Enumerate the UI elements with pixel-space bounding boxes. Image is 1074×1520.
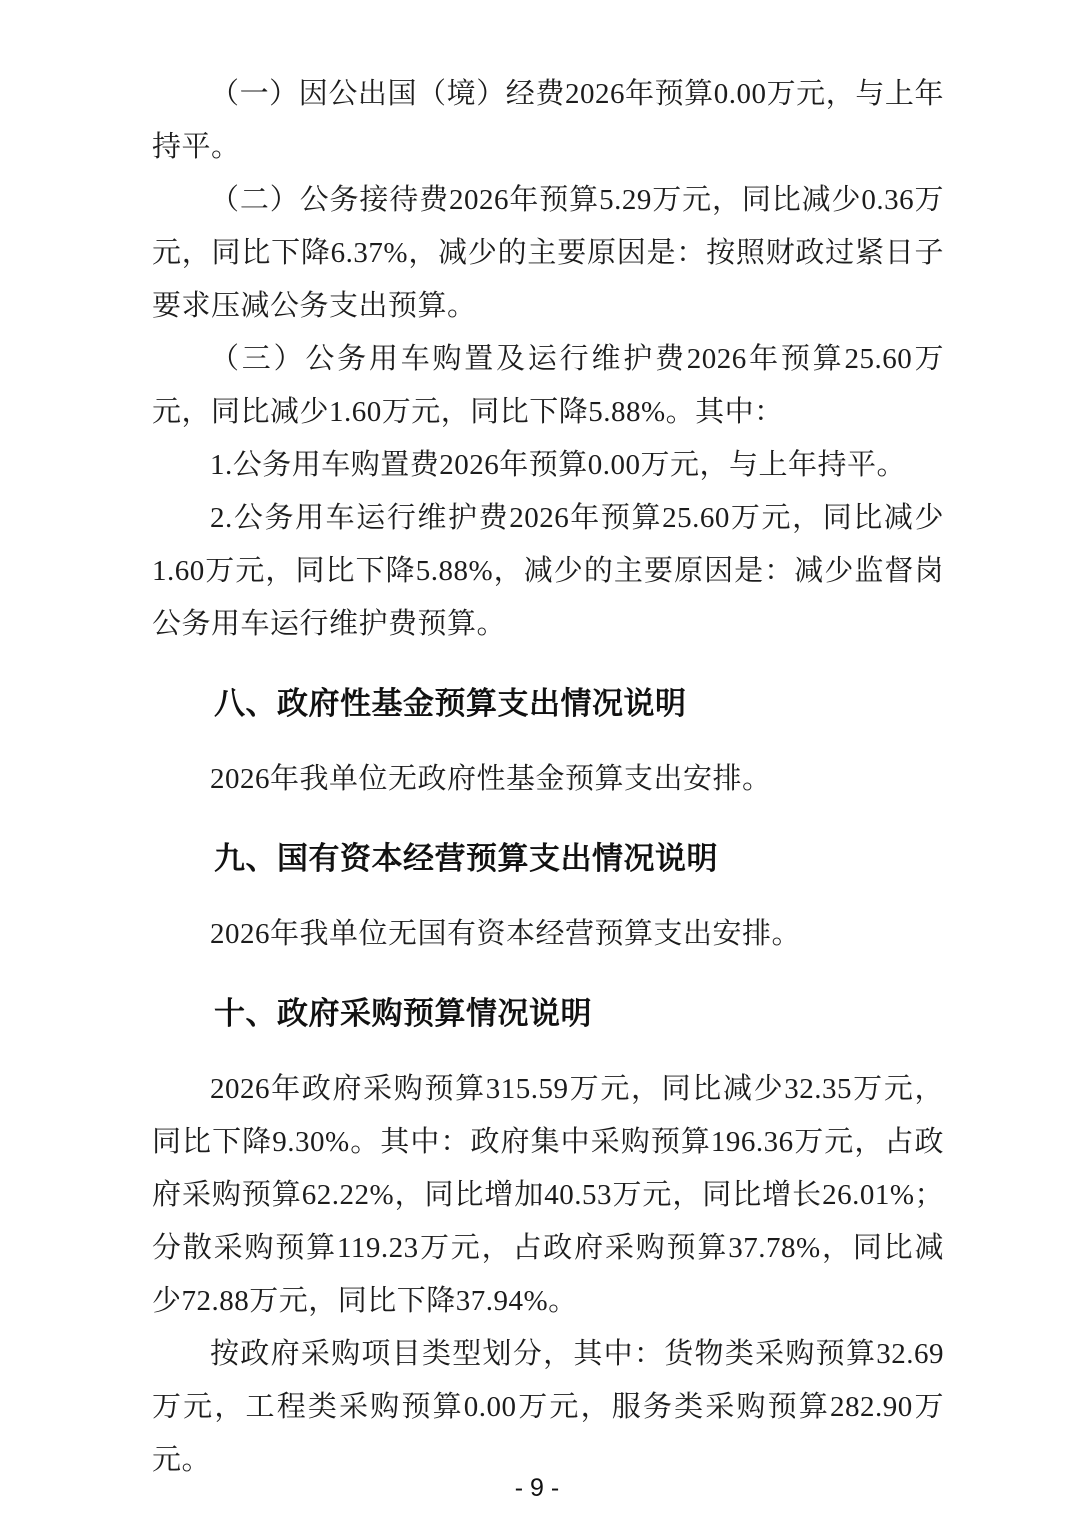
paragraph-procurement-overview: 2026年政府采购预算315.59万元，同比减少32.35万元，同比下降9.30%。其中：政府集中采购预算196.36万元，占政府采购预算62.22%，同比增加40.53万元，同比增长26.01%；分散采购预算119.23万元，占政府采购预算37.78%，同比减少72.88万元，同比下降37.94%。 bbox=[152, 1073, 944, 1317]
section-heading-gov-fund-budget: 八、政府性基金预算支出情况说明 bbox=[214, 686, 687, 721]
list-item-vehicle-maintenance: 2.公务用车运行维护费2026年预算25.60万元，同比减少1.60万元，同比下降5.88%，减少的主要原因是：减少监督岗公务用车运行维护费预算。 bbox=[152, 502, 944, 640]
paragraph-gov-fund-note: 2026年我单位无政府性基金预算支出安排。 bbox=[210, 763, 772, 795]
section-heading-state-capital-budget: 九、国有资本经营预算支出情况说明 bbox=[214, 841, 718, 876]
paragraph-vehicle-purchase-and-maintenance: （三）公务用车购置及运行维护费2026年预算25.60万元，同比减少1.60万元，同比下降5.88%。其中： bbox=[152, 343, 944, 428]
list-item-vehicle-purchase: 1.公务用车购置费2026年预算0.00万元，与上年持平。 bbox=[210, 449, 907, 481]
paragraph-official-reception-expense: （二）公务接待费2026年预算5.29万元，同比减少0.36万元，同比下降6.37%，减少的主要原因是：按照财政过紧日子要求压减公务支出预算。 bbox=[152, 184, 944, 322]
paragraph-state-capital-note: 2026年我单位无国有资本经营预算支出安排。 bbox=[210, 918, 802, 950]
document-text-block bbox=[152, 68, 944, 1487]
section-heading-gov-procurement-budget: 十、政府采购预算情况说明 bbox=[214, 996, 592, 1031]
paragraph-procurement-by-type: 按政府采购项目类型划分，其中：货物类采购预算32.69万元，工程类采购预算0.00万元，服务类采购预算282.90万元。 bbox=[152, 1338, 944, 1476]
page-number: - 9 - bbox=[514, 1474, 560, 1502]
paragraph-overseas-expense: （一）因公出国（境）经费2026年预算0.00万元，与上年持平。 bbox=[152, 78, 944, 163]
